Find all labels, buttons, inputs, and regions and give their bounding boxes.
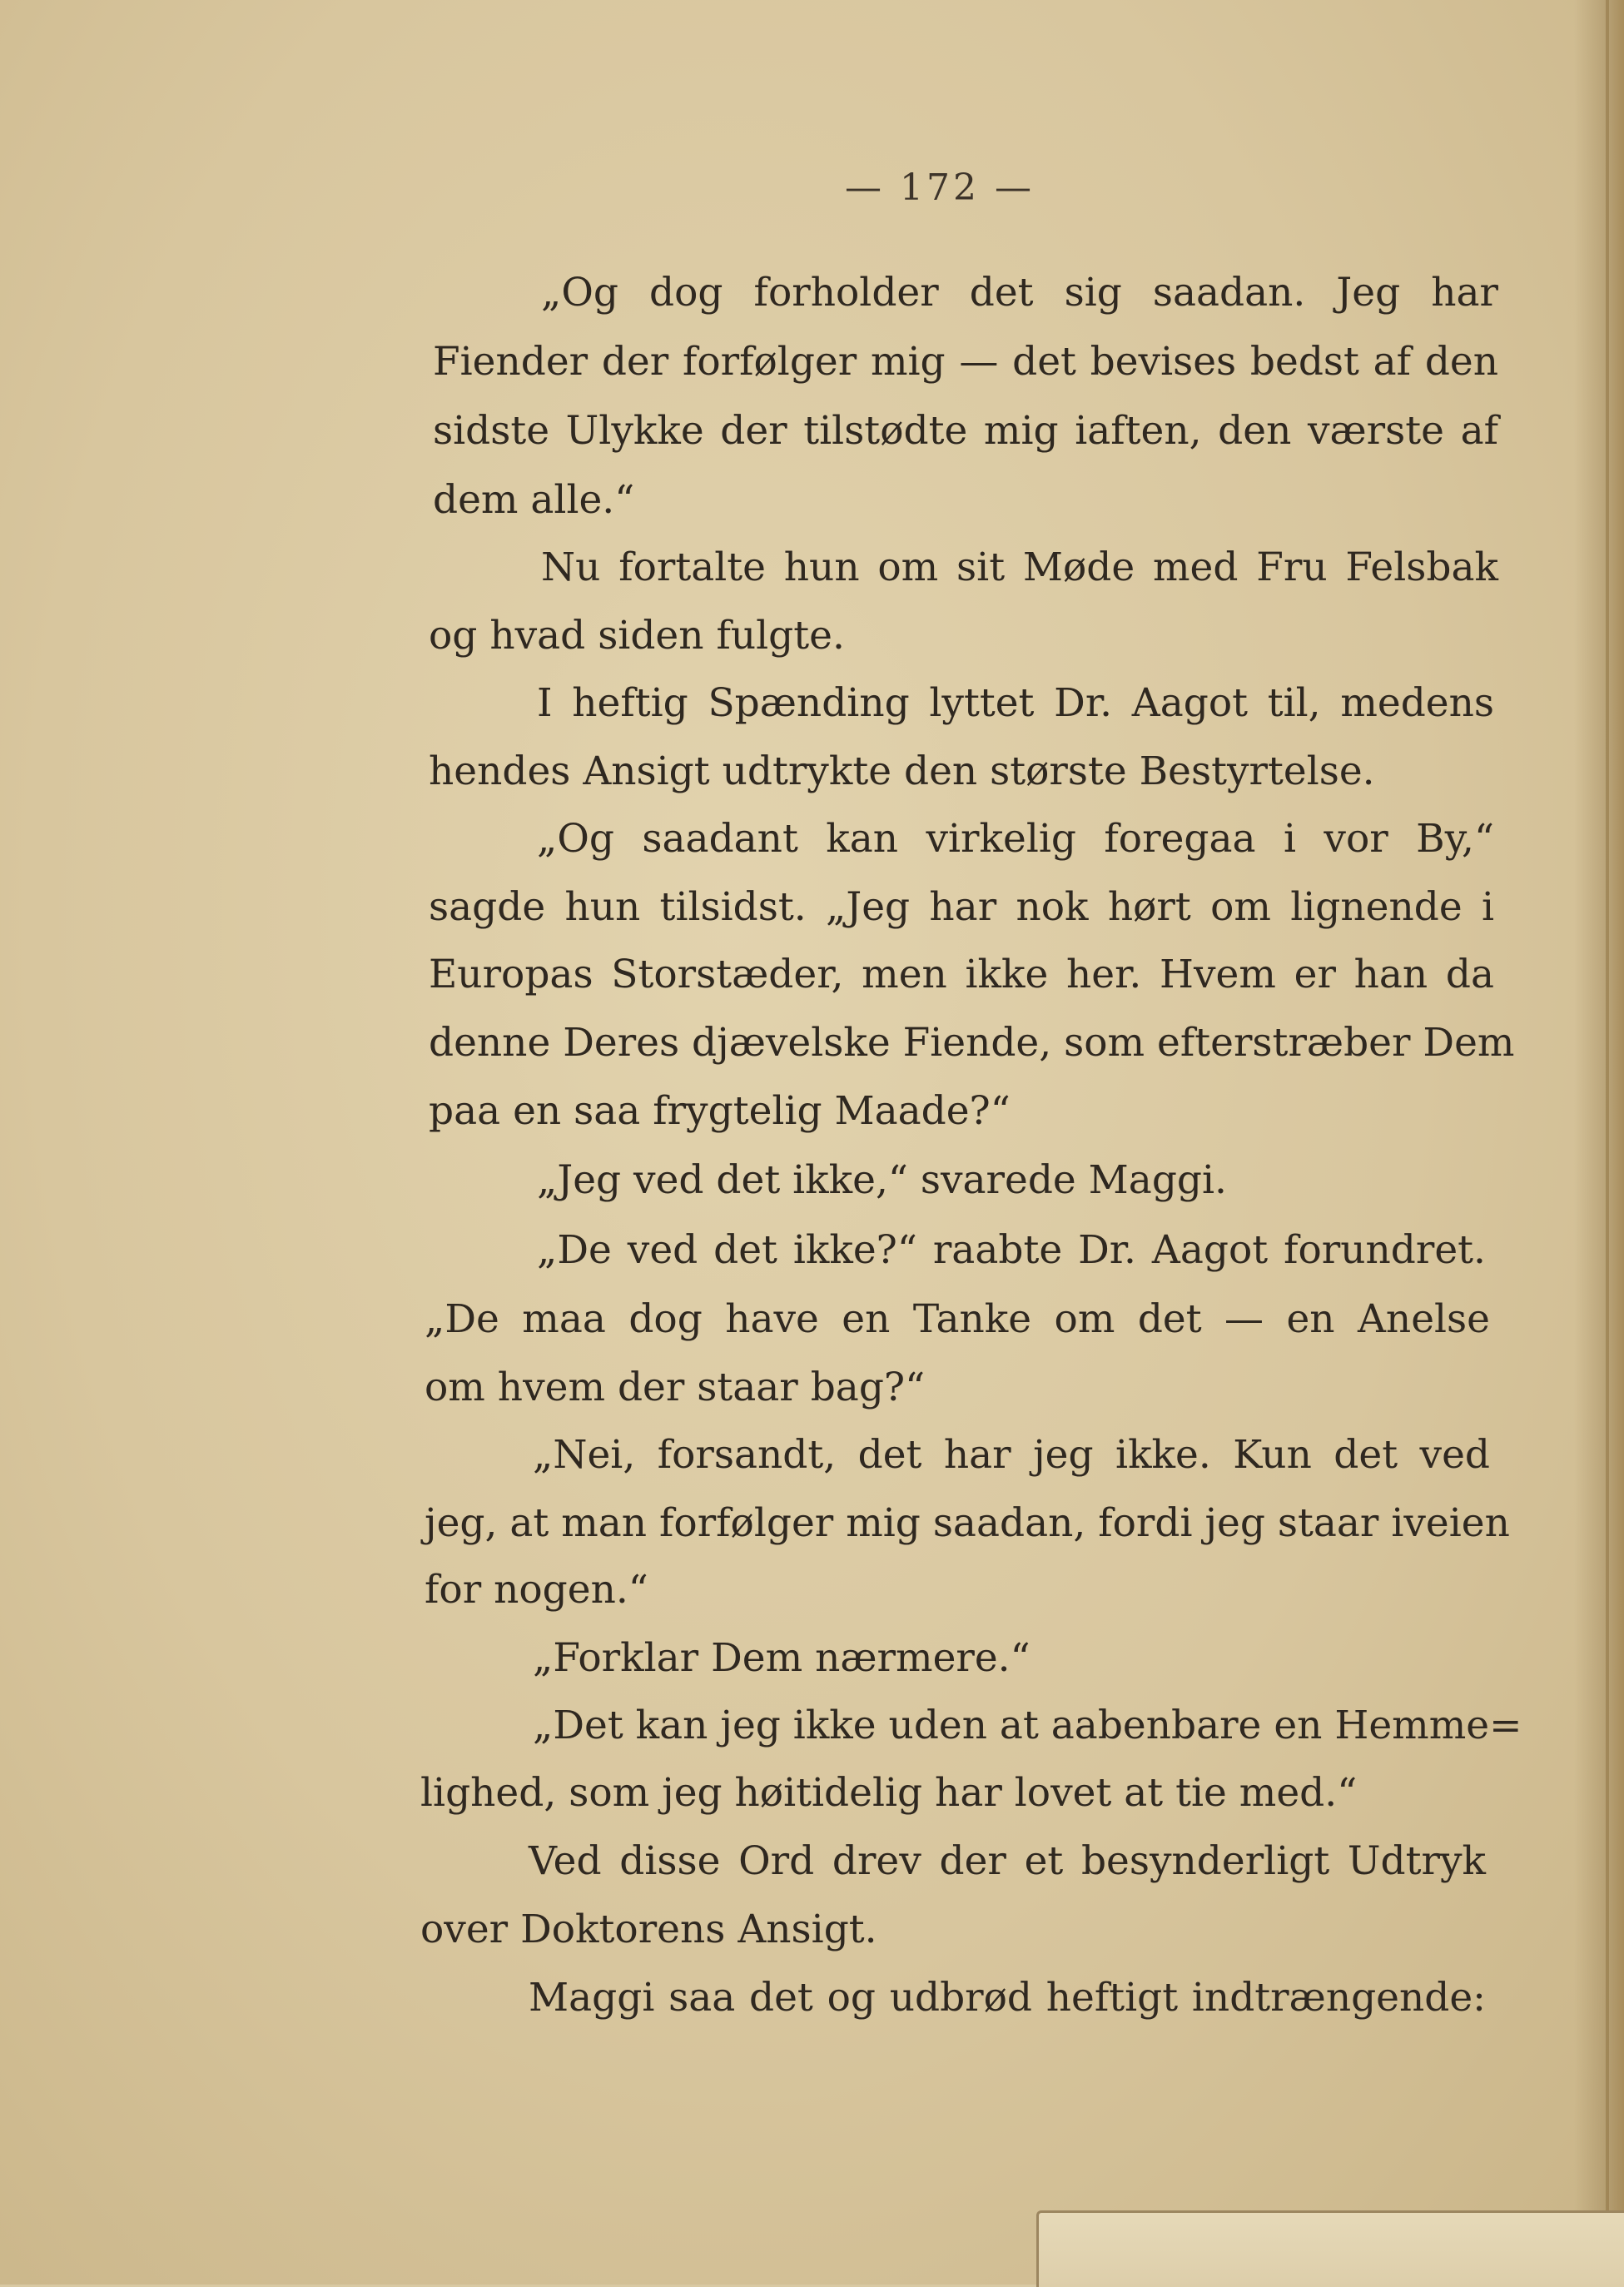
text-line: „Nei, forsandt, det har jeg ikke. Kun det ved [533,1432,1490,1478]
text-line: „De maa dog have en Tanke om det — en Anelse [425,1296,1490,1342]
text-line: Fiender der forfølger mig — det bevises bedst af den [433,339,1498,385]
text-line: „De ved det ikke?“ raabte Dr. Aagot forundret. [537,1227,1486,1273]
text-line: lighed, som jeg høitidelig har lovet at tie med.“ [420,1770,1358,1816]
page-number: — 172 — [845,167,1035,209]
folded-page-corner [1036,2210,1624,2287]
text-line: sidste Ulykke der tilstødte mig iaften, den værste af [433,408,1498,454]
text-line: „Forklar Dem nærmere.“ [533,1635,1031,1681]
page-edge-strip [1606,0,1609,2285]
text-line: jeg, at man forfølger mig saadan, fordi jeg staar iveien [425,1500,1510,1546]
text-line: sagde hun tilsidst. „Jeg har nok hørt om lignende i [429,884,1494,930]
text-line: „Det kan jeg ikke uden at aabenbare en Hemme= [533,1703,1522,1748]
text-line: Nu fortalte hun om sit Møde med Fru Felsbak [541,544,1498,590]
text-line: Maggi saa det og udbrød heftigt indtrængende: [529,1975,1486,2021]
text-line: „Jeg ved det ikke,“ svarede Maggi. [537,1157,1227,1203]
text-line: „Og dog forholder det sig saadan. Jeg har [541,270,1498,316]
page-edge-shadow [1574,0,1624,2285]
text-line: I heftig Spænding lyttet Dr. Aagot til, medens [537,680,1494,726]
text-line: hendes Ansigt udtrykte den største Bestyrtelse. [429,748,1375,794]
text-line: Europas Storstæder, men ikke her. Hvem er han da [429,952,1494,997]
text-line: „Og saadant kan virkelig foregaa i vor By,“ [537,816,1494,862]
text-line: for nogen.“ [425,1567,648,1613]
text-line: om hvem der staar bag?“ [425,1365,926,1410]
text-line: dem alle.“ [433,477,635,523]
text-line: Ved disse Ord drev der et besynderligt Udtryk [529,1838,1486,1884]
text-line: og hvad siden fulgte. [429,613,845,659]
text-line: paa en saa frygtelig Maade?“ [429,1088,1011,1134]
text-line: over Doktorens Ansigt. [420,1907,877,1952]
text-line: denne Deres djævelske Fiende, som efterstræber Dem [429,1020,1515,1066]
